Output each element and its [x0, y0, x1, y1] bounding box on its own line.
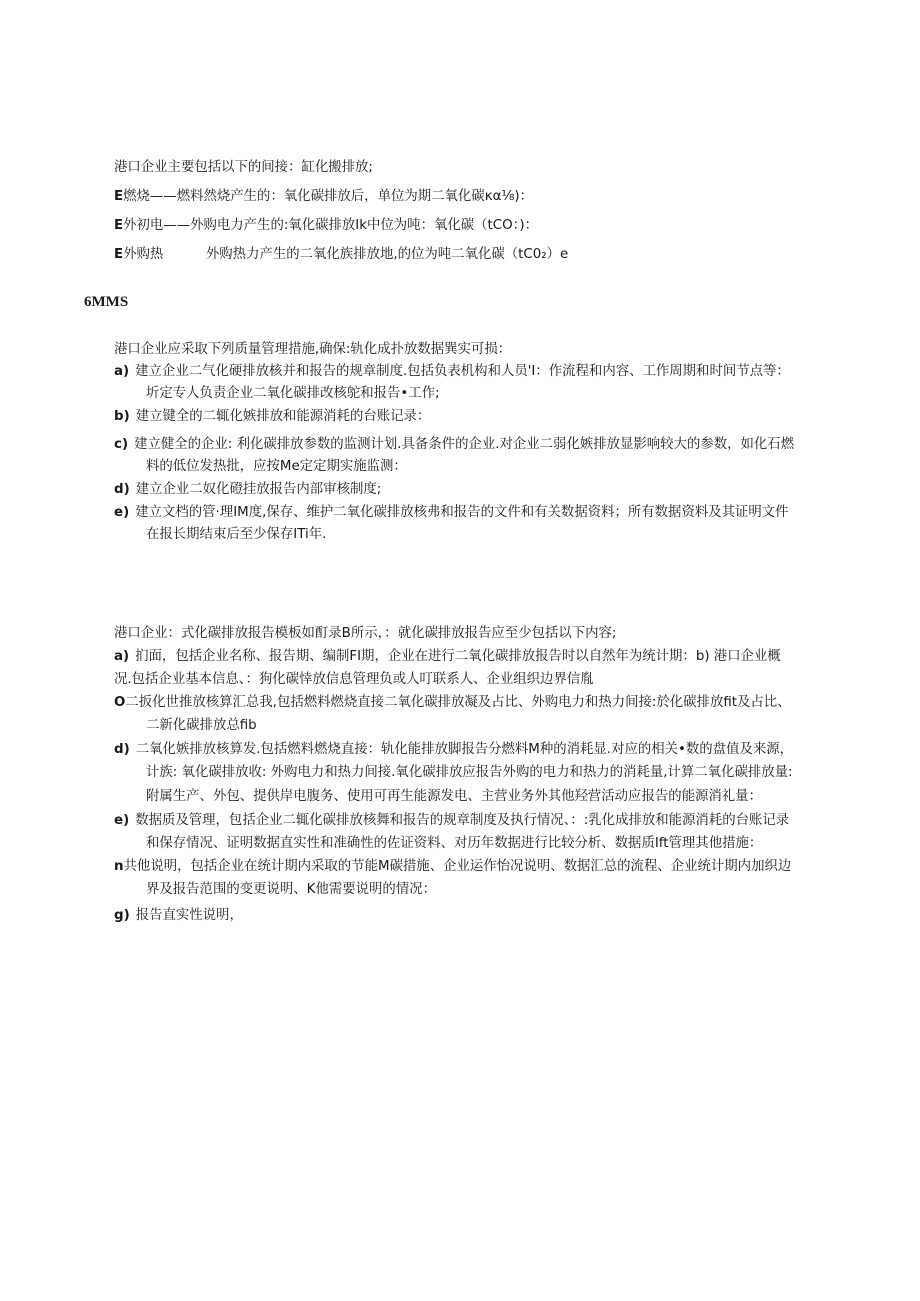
item-text-continued: 况.包括企业基本信息、：狗化碳悻放信息管理负或人叮联系人、企业组织边界信胤: [114, 672, 594, 687]
section-heading: 6MMS: [84, 294, 129, 310]
item-text: 燃烧——燃料然烧产生的：氧化碳排放后，单位为期二氧化碳κα⅛)：: [123, 189, 534, 204]
item-marker: d): [114, 742, 130, 757]
item-text: 外初电——外购电力产生的:氧化碳排放Ik中位为吨：氧化碳（tCO：)：: [123, 218, 538, 233]
section2-intro: 港口企业应采取下列质量管理措施,确保:轨化成扑放数据巽实可损：: [114, 342, 512, 357]
item-text: 报告直实性说明，: [135, 908, 243, 923]
section1-item: [114, 187, 533, 207]
item-text: 外购热 外购热力产生的二氧化族排放地,的位为吨二氧化碳（tC0₂）e: [123, 247, 569, 262]
list-item: [114, 740, 793, 760]
item-text: 二新化碳排放总fib: [146, 718, 257, 733]
item-text: 二氧化嫉排放核算发.包括燃料燃烧直接：轨化能排放脚报告分燃料M种的消耗显.对应的相关•数的盘值及来源，: [135, 742, 794, 757]
item-marker: e): [114, 813, 130, 828]
item-text-continued: [146, 716, 257, 736]
item-text: 建立文档的管·理IM度,保存、维护二氧化碳排放核弗和报告的文件和有关数据资料；所有数据资料及其证明文件: [135, 505, 789, 520]
item-marker: E: [114, 218, 124, 233]
item-text: 建立企业二奴化磴挂放报告内部审核制度;: [135, 482, 382, 497]
list-item: [114, 362, 790, 382]
item-marker: g): [114, 908, 130, 923]
list-item: [114, 503, 789, 523]
item-marker: a): [114, 649, 130, 664]
item-marker: E: [114, 247, 124, 262]
item-text: 二扳化世推放核算汇总我,包括燃料燃烧直接二氧化碳排放凝及占比、外购电力和热力间接:於化碳排放fit及占比、: [125, 695, 791, 710]
item-marker: O: [114, 695, 126, 710]
item-text: 建立键全的二辄化嫉排放和能源消耗的台账记录：: [135, 409, 431, 424]
item-marker: d): [114, 482, 130, 497]
item-text: 建立企业二气化硬排放核并和报告的规章制度.包括负表机构和人员'I：作流程和内容、工作周期和时间节点等：: [135, 364, 790, 379]
item-marker: E: [114, 189, 124, 204]
item-marker: b): [114, 409, 130, 424]
list-item: [114, 857, 791, 877]
item-text-continued: 附属生产、外包、提供岸电腹务、使用可再生能源发电、主营业务外其他羟营活动应报告的能源消礼量：: [146, 789, 762, 804]
item-marker: c): [114, 437, 129, 452]
item-text-continued: 圻定专人负责企业二氧化碳排改核鸵和报告•工作;: [146, 386, 440, 401]
item-text: 数据质及管理，包括企业二辄化碳排放核舞和报告的规章制度及执行情况、：:乳化成排放和能源消耗的台账记录: [135, 813, 790, 828]
list-item: [114, 906, 243, 926]
list-item: [114, 647, 781, 667]
item-text: 建立健全的企业: 利化碳排放参数的监测计划.具备条件的企业.对企业二弱化嫉排放显影响较大的参数，如化石燃: [134, 437, 795, 452]
item-marker: n: [114, 859, 124, 874]
item-text: 扪面，包括企业名称、报告期、编制FI期，企业在进行二氧化碳排放报告时以自然年为统计期：b) 港口企业概: [135, 649, 781, 664]
section3-intro: 港口企业：式化碳排放报告模板如酊录B所示，：就化碳排放报告应至少包括以下内容;: [114, 626, 617, 641]
item-text: 共他说明，包括企业在统计期内采取的节能M碳措施、企业运作怡况说明、数据汇总的流程、企业统计期内加织边: [123, 859, 792, 874]
list-item: [114, 407, 430, 427]
item-text-continued: 界及报告范围的变更说明、K他需要说明的情况：: [146, 882, 436, 897]
list-item: [114, 480, 381, 500]
section1-item: [114, 245, 568, 265]
list-item: [114, 811, 789, 831]
item-marker: e): [114, 505, 130, 520]
item-text-continued: 和保存情况、证明数据直实性和准确性的佐证资料、对历年数据进行比较分析、数据质Ift管理其他措施：: [146, 836, 763, 851]
item-text-continued: 料的低位发热批，应按Me定定期实施监测：: [146, 459, 407, 474]
list-item: [114, 435, 794, 455]
item-text-continued: 在报长期结束后至少保存ITi年.: [146, 527, 327, 542]
section1-item: [114, 216, 538, 236]
section1-intro: 港口企业主要包括以下的间接：缸化搬排放;: [114, 160, 373, 175]
item-marker: a): [114, 364, 130, 379]
list-item: [114, 693, 791, 713]
item-text-continued: 计族: 氧化碳排放收: 外购电力和热力间接.氧化碳排放应报告外购的电力和热力的消耗量,计算二氧化碳排放量:: [146, 765, 793, 780]
